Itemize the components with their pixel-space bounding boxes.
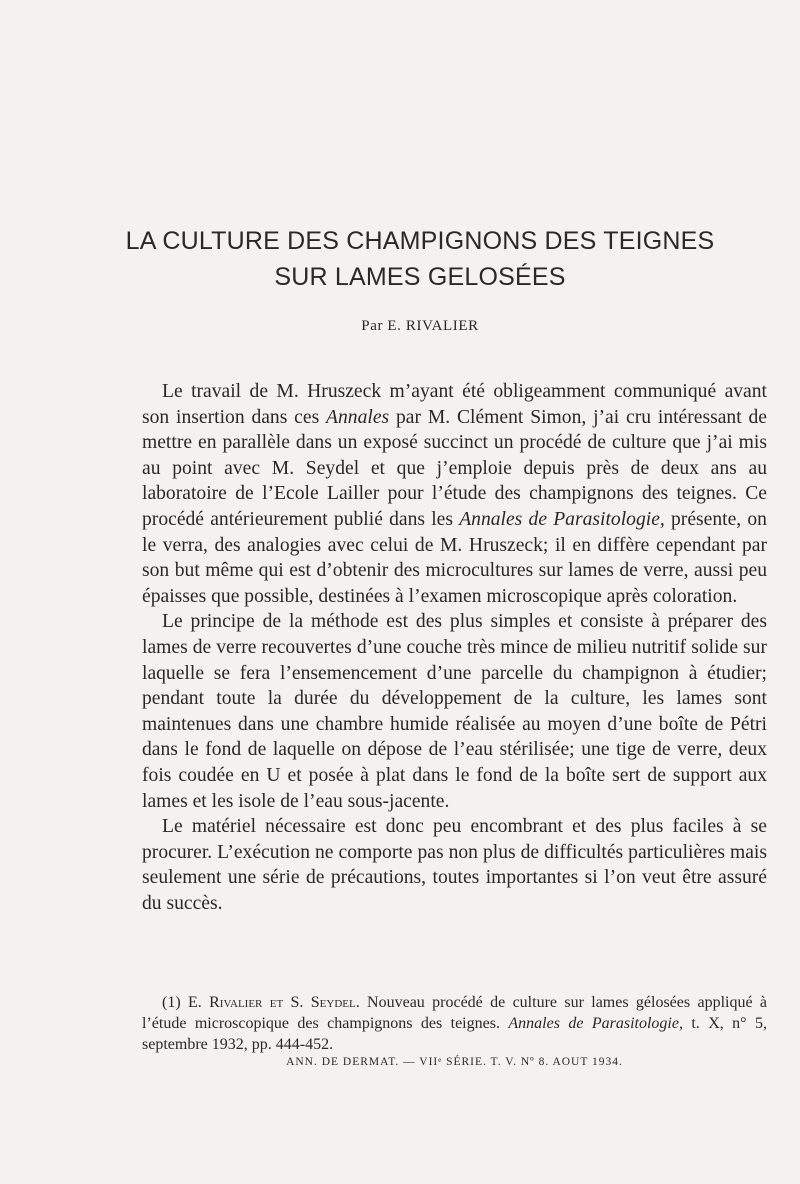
journal-title-parasitologie: Annales de Parasitologie, bbox=[459, 508, 665, 530]
paragraph-2: Le principe de la méthode est des plus simples et consiste à préparer des lames de verre recouvertes d’une couche très mince de milieu nutritif solide sur laquelle se fera l’ensemencement d’une parcelle du champignon à étudier; pendant toute la durée du développement de la culture, les lames sont maintenues dans une chambre humide réalisée au moyen d’une boîte de Pétri dans le fond de laquelle on dépose de l’eau stérilisée; une tige de verre, deux fois coudée en U et posée à plat dans le fond de la boîte sert de support aux lames et les isole de l’eau sous-jacente. bbox=[142, 611, 767, 812]
journal-title: Annales bbox=[326, 406, 390, 428]
footnote-mark: (1) bbox=[162, 994, 189, 1011]
title-line-1: LA CULTURE DES CHAMPIGNONS DES TEIGNES bbox=[125, 227, 715, 255]
article-body bbox=[142, 379, 767, 916]
footnote bbox=[142, 992, 767, 1055]
article-title bbox=[100, 223, 740, 295]
paragraph-1 bbox=[142, 379, 767, 609]
footnote-reference: t. X, n° 5, septembre 1932, pp. 444-452. bbox=[142, 1015, 767, 1053]
paragraph-1-part-3: présente, on le verra, des analogies avec celui de M. Hruszeck; il en diffère cependant par son but même qui est d’obtenir des microcultures sur lames de verre, aussi peu épaisses que possible, destinées à l’examen microscopique après coloration. bbox=[142, 508, 767, 607]
author-byline: Par E. RIVALIER bbox=[361, 318, 479, 334]
paragraph-3: Le matériel nécessaire est donc peu encombrant et des plus faciles à se procurer. L’exécution ne comporte pas non plus de difficultés particulières mais seulement une série de précautions, toutes importantes si l’on veut être assuré du succès. bbox=[142, 816, 767, 914]
footnote-journal: Annales de Parasitologie, bbox=[508, 1015, 683, 1032]
footnote-authors: E. Rivalier et S. Seydel. bbox=[188, 994, 360, 1011]
footnote-text bbox=[142, 992, 767, 1055]
paragraph-1-part-2: par M. Clément Simon, j’ai cru intéressant de mettre en parallèle dans un exposé succinct un procédé de culture que j’ai mis au point avec M. Seydel et que j’emploie depuis près de deux ans au laboratoire de l’Ecole Lailler pour l’étude des champignons des teignes. Ce procédé antérieurement publié dans les bbox=[142, 406, 767, 530]
footnote-body: Nouveau procédé de culture sur lames gélosées appliqué à l’étude microscopique des champignons des teignes. bbox=[142, 994, 768, 1032]
title-line-2: SUR LAMES GELOSÉES bbox=[274, 263, 566, 291]
paragraph-1-part-1: Le travail de M. Hruszeck m’ayant été obligeamment communiqué avant son insertion dans ces bbox=[142, 381, 767, 428]
running-footer: ANN. DE DERMAT. — VIIᵉ SÉRIE. T. V. Nº 8. AOUT 1934. bbox=[286, 1056, 623, 1068]
